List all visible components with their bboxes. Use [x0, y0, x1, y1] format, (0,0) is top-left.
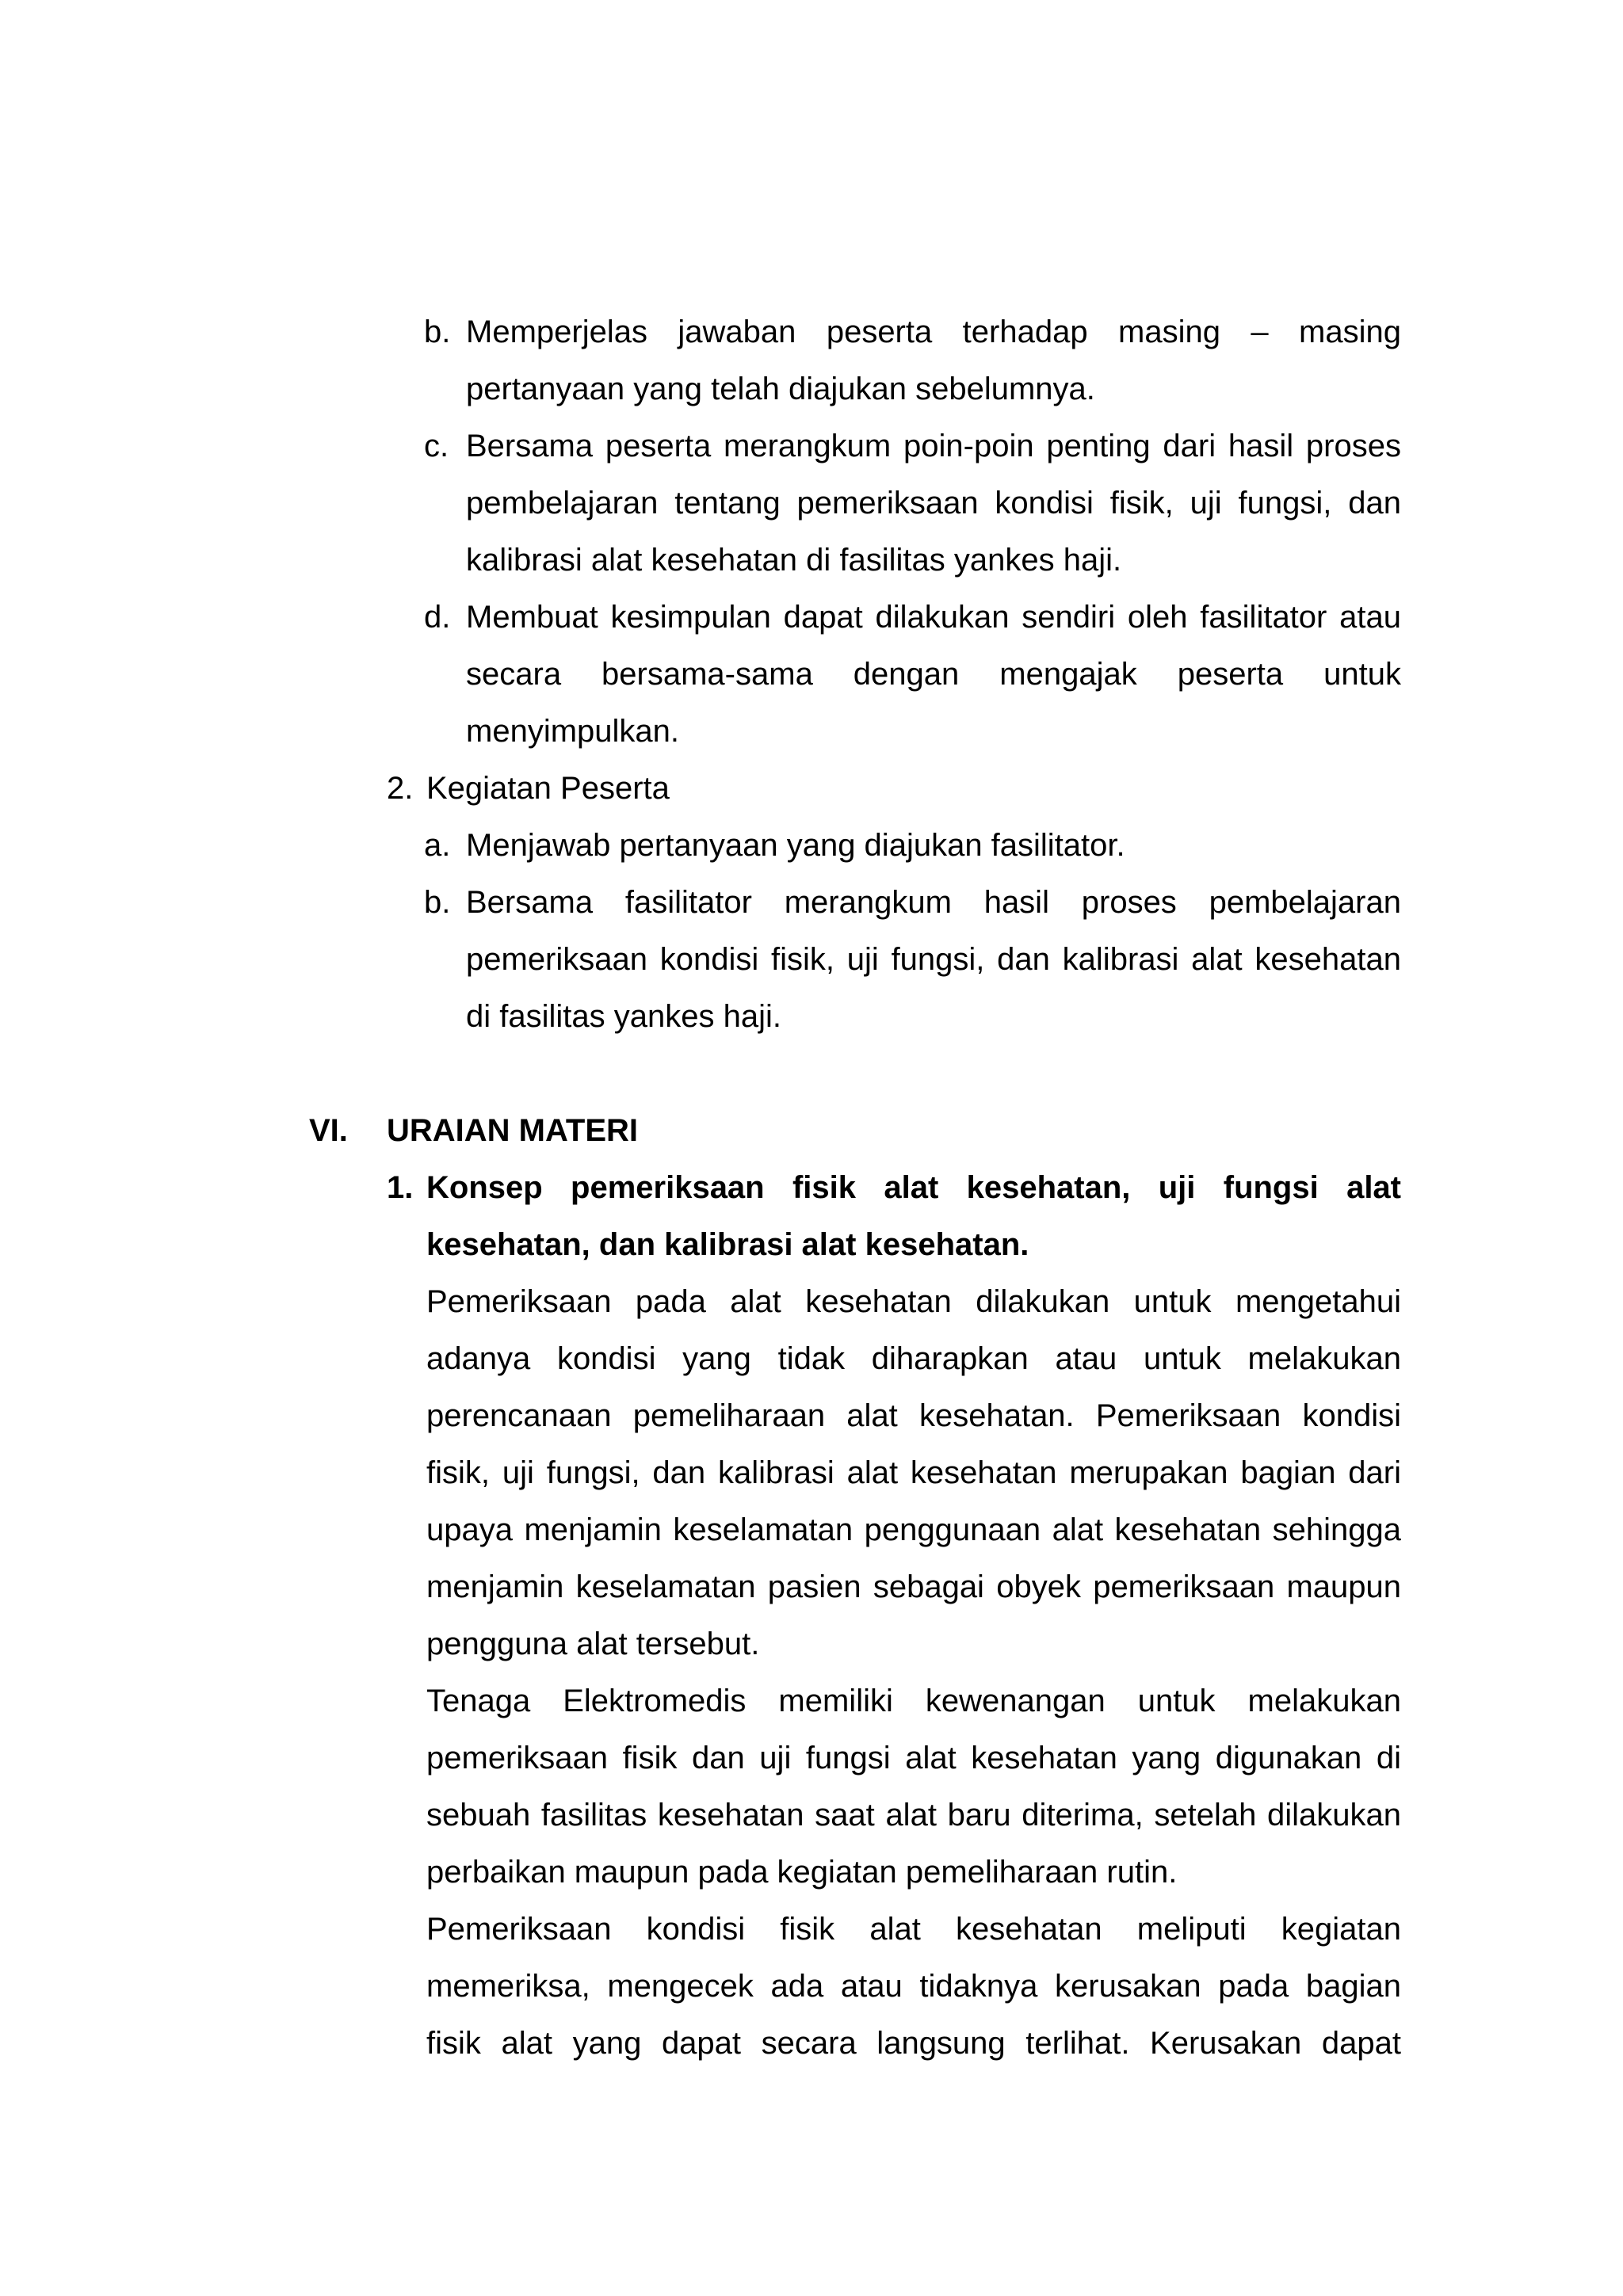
list-marker: a. [424, 828, 451, 863]
subsection-number: 1. [387, 1170, 414, 1205]
list-marker: c. [424, 429, 449, 463]
participant-activity-title: Kegiatan Peserta [426, 771, 670, 806]
section-title: URAIAN MATERI [387, 1113, 639, 1148]
list-marker: 2. [387, 771, 414, 806]
body-paragraph: Pemeriksaan kondisi fisik alat kesehatan meliputi kegiatan memeriksa, mengecek ada atau tidaknya kerusakan pada bagian fisik alat yang dapat secara langsung terlihat. Kerusakan dapat [426, 1912, 1401, 2061]
body-paragraph: Tenaga Elektromedis memiliki kewenangan untuk melakukan pemeriksaan fisik dan uji fungsi alat kesehatan yang digunakan di sebuah fasilitas kesehatan saat alat baru diterima, setelah dilakukan perbaikan maupun pada kegiatan pemeliharaan rutin. [426, 1684, 1401, 1890]
list-item: Membuat kesimpulan dapat dilakukan sendiri oleh fasilitator atau secara bersama-sama dengan mengajak peserta untuk menyimpulkan. [466, 600, 1401, 749]
section-number: VI. [309, 1113, 348, 1148]
list-item: Bersama fasilitator merangkum hasil proses pembelajaran pemeriksaan kondisi fisik, uji fungsi, dan kalibrasi alat kesehatan di fasilitas yankes haji. [466, 885, 1401, 1034]
list-marker: b. [424, 885, 451, 920]
list-item: Menjawab pertanyaan yang diajukan fasilitator. [466, 828, 1125, 863]
list-marker: b. [424, 315, 451, 349]
subsection-title: Konsep pemeriksaan fisik alat kesehatan, uji fungsi alat kesehatan, dan kalibrasi alat kesehatan. [426, 1170, 1401, 1262]
list-item: Memperjelas jawaban peserta terhadap masing – masing pertanyaan yang telah diajukan sebelumnya. [466, 315, 1401, 406]
list-marker: d. [424, 600, 451, 635]
list-item: Bersama peserta merangkum poin-poin penting dari hasil proses pembelajaran tentang pemeriksaan kondisi fisik, uji fungsi, dan kalibrasi alat kesehatan di fasilitas yankes haji. [466, 429, 1401, 578]
body-paragraph: Pemeriksaan pada alat kesehatan dilakukan untuk mengetahui adanya kondisi yang tidak diharapkan atau untuk melakukan perencanaan pemeliharaan alat kesehatan. Pemeriksaan kondisi fisik, uji fungsi, dan kalibrasi alat kesehatan merupakan bagian dari upaya menjamin keselamatan penggunaan alat kesehatan sehingga menjamin keselamatan pasien sebagai obyek pemeriksaan maupun pengguna alat tersebut. [426, 1284, 1401, 1661]
